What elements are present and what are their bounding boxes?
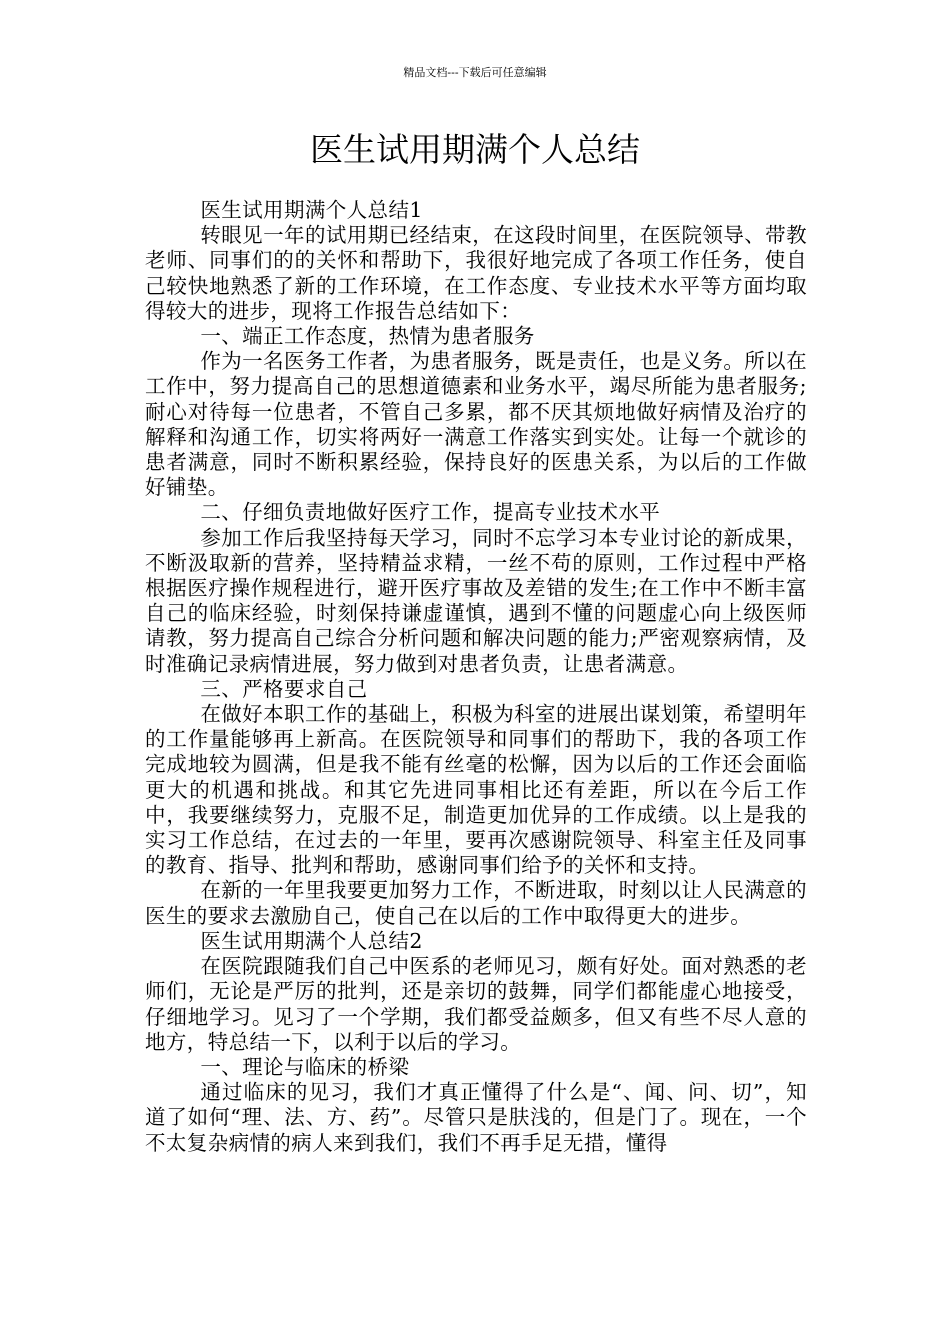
paragraph: 在医院跟随我们自己中医系的老师见习，颇有好处。面对熟悉的老师们，无论是严厉的批判，还是亲切的鼓舞，同学们都能虚心地接受，仔细地学习。见习了一个学期，我们都受益颇多，但又有些不尽人意的地方，特总结一下，以利于以后的学习。 (145, 954, 807, 1054)
section-heading-2: 医生试用期满个人总结2 (200, 928, 423, 953)
paragraph: 通过临床的见习，我们才真正懂得了什么是“、闻、问、切”，知道了如何“理、法、方、药”。尽管只是肤浅的，但是门了。现在，一个不太复杂病情的病人来到我们，我们不再手足无措，懂得 (145, 1080, 807, 1155)
document-title: 医生试用期满个人总结 (310, 130, 640, 169)
subheading: 一、理论与临床的桥梁 (200, 1054, 410, 1079)
subheading: 一、端正工作态度，热情为患者服务 (200, 324, 535, 349)
paragraph: 作为一名医务工作者，为患者服务，既是责任，也是义务。所以在工作中，努力提高自己的思想道德素和业务水平，竭尽所能为患者服务;耐心对待每一位患者，不管自己多累，都不厌其烦地做好病情及治疗的解释和沟通工作，切实将两好一满意工作落实到实处。让每一个就诊的患者满意，同时不断积累经验，保持良好的医患关系，为以后的工作做好铺垫。 (145, 349, 807, 500)
subheading: 二、仔细负责地做好医疗工作，提高专业技术水平 (200, 500, 661, 525)
document-body (145, 198, 807, 1156)
paragraph: 转眼见一年的试用期已经结束，在这段时间里，在医院领导、带教老师、同事们的的关怀和帮助下，我很好地完成了各项工作任务，使自己较快地熟悉了新的工作环境，在工作态度、专业技术水平等方面均取得较大的进步，现将工作报告总结如下： (145, 223, 807, 323)
paragraph: 在做好本职工作的基础上，积极为科室的进展出谋划策，希望明年的工作量能够再上新高。在医院领导和同事们的帮助下，我的各项工作完成地较为圆满，但是我不能有丝毫的松懈，因为以后的工作还会面临更大的机遇和挑战。和其它先进同事相比还有差距，所以在今后工作中，我要继续努力，克服不足，制造更加优异的工作成绩。以上是我的实习工作总结，在过去的一年里，要再次感谢院领导、科室主任及同事的教育、指导、批判和帮助，感谢同事们给予的关怀和支持。 (145, 702, 807, 878)
subheading: 三、严格要求自己 (200, 676, 368, 701)
paragraph: 参加工作后我坚持每天学习，同时不忘学习本专业讨论的新成果，不断汲取新的营养，坚持精益求精，一丝不苟的原则，工作过程中严格根据医疗操作规程进行，避开医疗事故及差错的发生;在工作中不断丰富自己的临床经验，时刻保持谦虚谨慎，遇到不懂的问题虚心向上级医师请教，努力提高自己综合分析问题和解决问题的能力;严密观察病情，及时准确记录病情进展，努力做到对患者负责，让患者满意。 (145, 525, 807, 676)
section-heading-1: 医生试用期满个人总结1 (200, 198, 423, 222)
header-note: 精品文档---下载后可任意编辑 (403, 66, 547, 79)
paragraph: 在新的一年里我要更加努力工作，不断进取，时刻以让人民满意的医生的要求去激励自己，使自己在以后的工作中取得更大的进步。 (145, 878, 807, 928)
